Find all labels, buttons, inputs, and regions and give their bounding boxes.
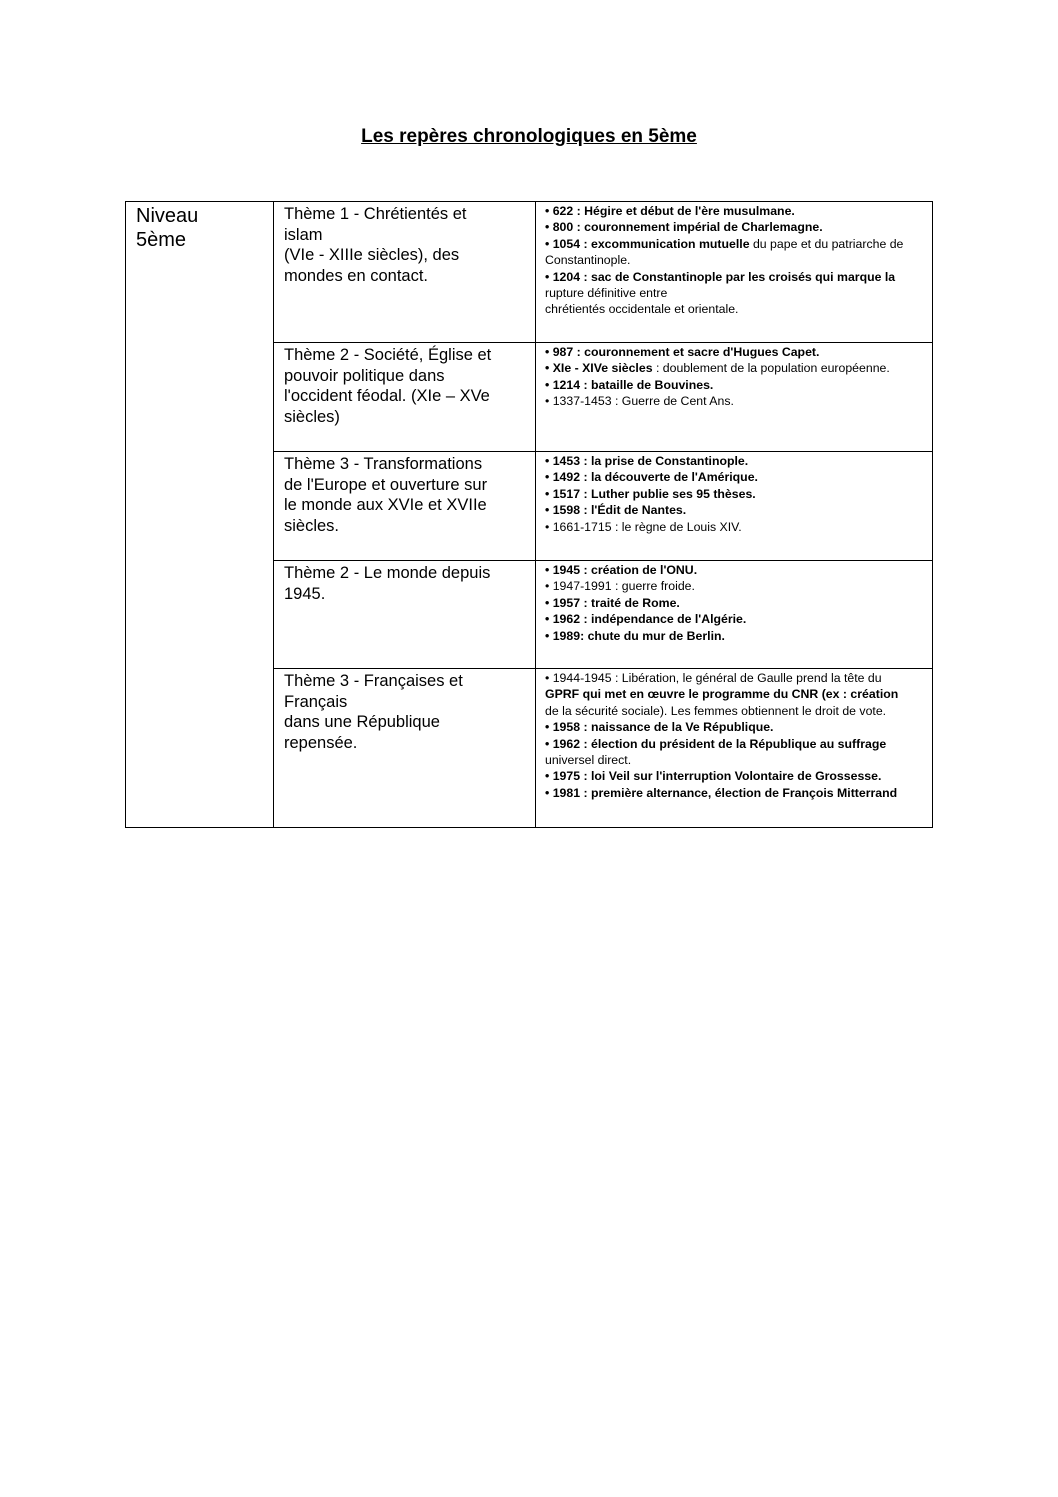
repere-line: • 1989: chute du mur de Berlin. bbox=[545, 628, 725, 643]
repere-line: rupture définitive entre bbox=[545, 286, 668, 301]
table-row bbox=[126, 202, 933, 343]
theme-line: l'occident féodal. (XIe – XVe bbox=[284, 387, 490, 405]
theme-line: repensée. bbox=[284, 733, 358, 752]
theme-line: Thème 3 - Françaises et bbox=[284, 672, 463, 690]
repere-line: • 1981 : première alternance, élection de François Mitterrand bbox=[545, 785, 898, 800]
theme-cell bbox=[274, 202, 536, 343]
repere-line: • 1661-1715 : le règne de Louis XIV. bbox=[545, 519, 742, 534]
reperes-cell bbox=[536, 202, 933, 343]
repere-line: • 1453 : la prise de Constantinople. bbox=[545, 454, 749, 468]
niveau-label: Niveau bbox=[136, 205, 199, 227]
theme-cell bbox=[274, 669, 536, 828]
page-title: Les repères chronologiques en 5ème bbox=[361, 126, 697, 147]
repere-line: • 1492 : la découverte de l'Amérique. bbox=[545, 470, 758, 485]
reperes-cell bbox=[536, 669, 933, 828]
repere-line: • 1957 : traité de Rome. bbox=[545, 595, 680, 610]
theme-line: siècles) bbox=[284, 407, 340, 426]
reperes-cell bbox=[536, 452, 933, 561]
repere-line: • 1944-1945 : Libération, le général de Gaulle prend la tête du bbox=[545, 671, 882, 685]
repere-line: universel direct. bbox=[545, 753, 632, 768]
theme-line: mondes en contact. bbox=[284, 266, 429, 285]
repere-line: • 1214 : bataille de Bouvines. bbox=[545, 377, 714, 392]
theme-line: le monde aux XVIe et XVIIe bbox=[284, 496, 487, 514]
niveau-level: 5ème bbox=[136, 229, 187, 251]
repere-line: • 1945 : création de l'ONU. bbox=[545, 563, 698, 577]
repere-line: • 1947-1991 : guerre froide. bbox=[545, 579, 695, 594]
theme-line: islam bbox=[284, 225, 323, 244]
repere-line: de la sécurité sociale). Les femmes obtiennent le droit de vote. bbox=[545, 703, 887, 718]
repere-line: • 1598 : l'Édit de Nantes. bbox=[545, 503, 687, 518]
repere-line: • 1962 : élection du président de la République au suffrage bbox=[545, 736, 887, 751]
repere-line: Constantinople. bbox=[545, 253, 631, 268]
theme-line: Thème 1 - Chrétientés et bbox=[284, 205, 467, 223]
repere-line: • 1337-1453 : Guerre de Cent Ans. bbox=[545, 394, 734, 409]
reperes-cell bbox=[536, 561, 933, 669]
repere-line: • 1204 : sac de Constantinople par les croisés qui marque la bbox=[545, 269, 896, 284]
repere-line: • 800 : couronnement impérial de Charlemagne. bbox=[545, 220, 823, 235]
theme-line: de l'Europe et ouverture sur bbox=[284, 475, 488, 494]
repere-line: • 1962 : indépendance de l'Algérie. bbox=[545, 612, 747, 627]
repere-line: • 1975 : loi Veil sur l'interruption Volontaire de Grossesse. bbox=[545, 769, 882, 784]
theme-line: Français bbox=[284, 692, 348, 711]
repere-line: • 1054 : excommunication mutuelle du pape et du patriarche de bbox=[545, 236, 904, 251]
theme-line: 1945. bbox=[284, 584, 326, 603]
repere-line: • 622 : Hégire et début de l'ère musulmane. bbox=[545, 204, 795, 218]
theme-line: Thème 2 - Le monde depuis bbox=[284, 564, 491, 582]
repere-line: GPRF qui met en œuvre le programme du CNR (ex : création bbox=[545, 687, 899, 702]
theme-line: Thème 2 - Société, Église et bbox=[284, 346, 492, 364]
repere-line: • 1517 : Luther publie ses 95 thèses. bbox=[545, 486, 756, 501]
chronology-table bbox=[125, 201, 933, 828]
theme-line: Thème 3 - Transformations bbox=[284, 455, 483, 473]
theme-cell bbox=[274, 561, 536, 669]
repere-line: • 987 : couronnement et sacre d'Hugues Capet. bbox=[545, 345, 820, 359]
repere-line: • 1958 : naissance de la Ve République. bbox=[545, 720, 774, 735]
repere-line: chrétientés occidentale et orientale. bbox=[545, 302, 739, 317]
theme-line: dans une République bbox=[284, 713, 440, 731]
reperes-cell bbox=[536, 343, 933, 452]
theme-line: pouvoir politique dans bbox=[284, 366, 445, 385]
theme-cell bbox=[274, 343, 536, 452]
theme-line: (VIe - XIIIe siècles), des bbox=[284, 246, 460, 264]
repere-line: • XIe - XIVe siècles : doublement de la population européenne. bbox=[545, 361, 890, 376]
niveau-cell bbox=[126, 202, 274, 828]
theme-cell bbox=[274, 452, 536, 561]
theme-line: siècles. bbox=[284, 516, 340, 535]
